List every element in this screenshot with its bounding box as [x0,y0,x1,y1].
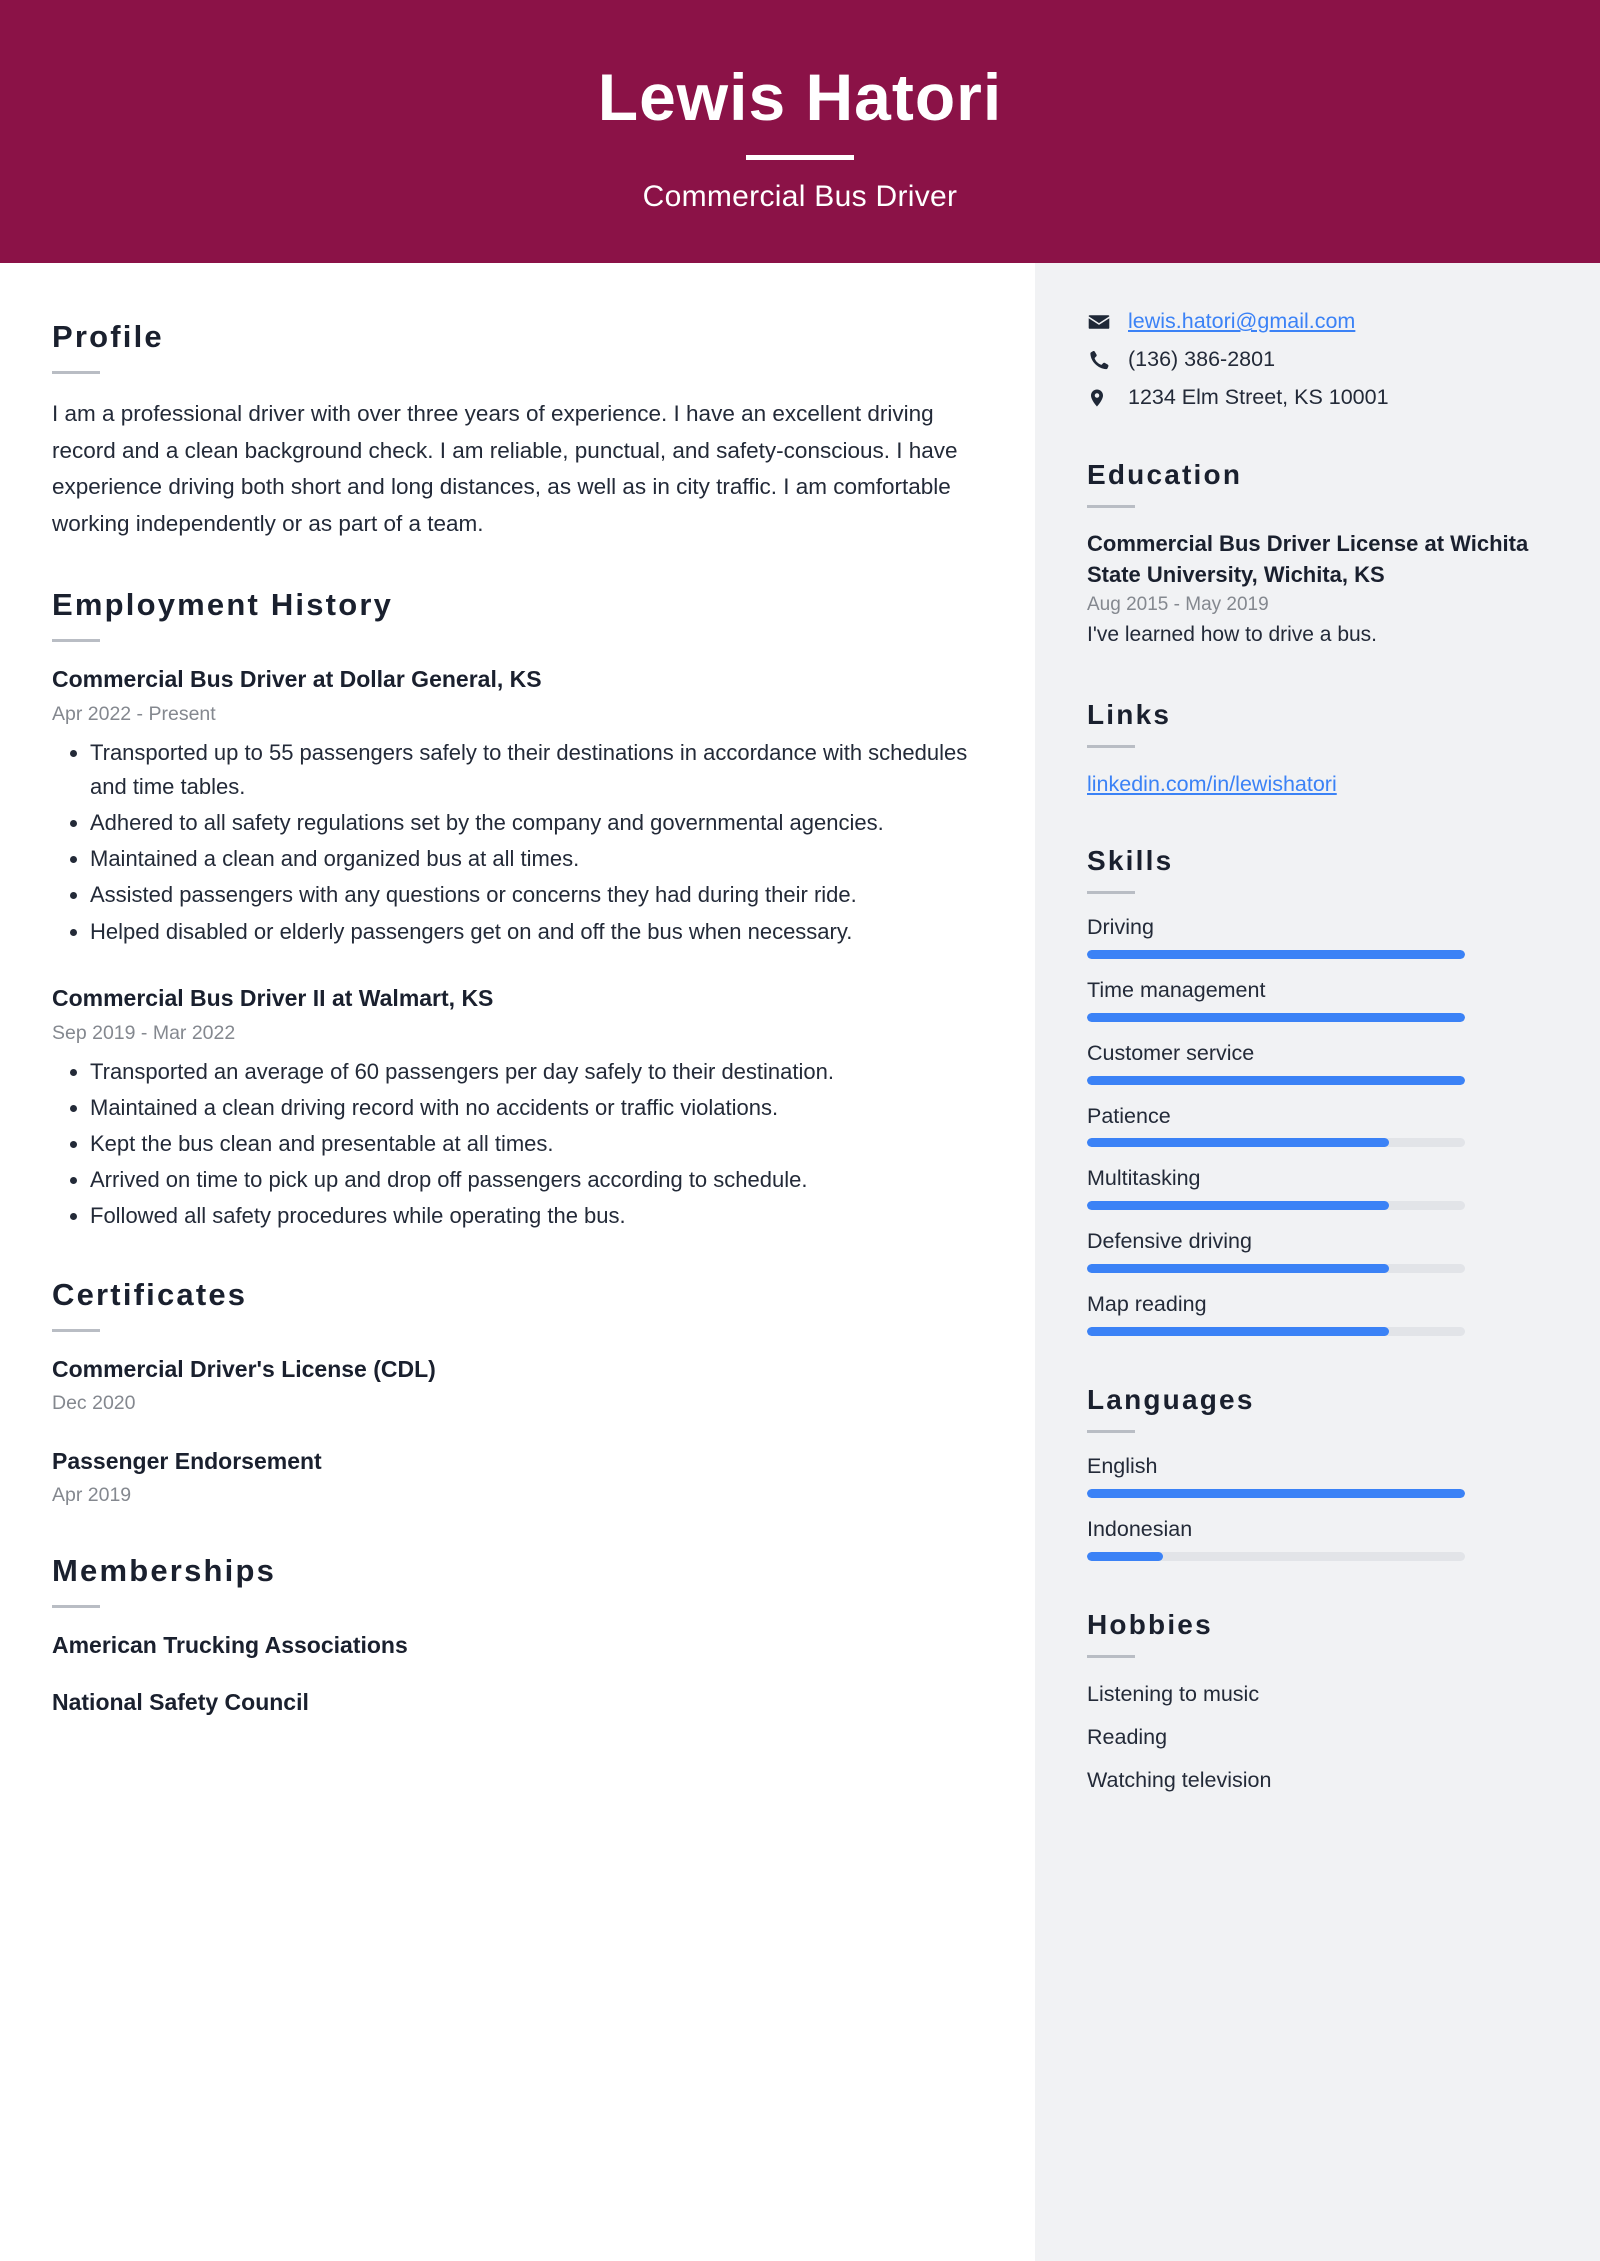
candidate-name: Lewis Hatori [597,60,1003,135]
education-entry [1087,528,1550,651]
language [1087,1453,1550,1498]
skill-level-fill [1087,1201,1389,1210]
education-entry-list [1087,528,1550,651]
employment-bullet-list [52,736,983,949]
section-rule [52,371,100,374]
section-languages [1087,1384,1550,1561]
section-title-languages: Languages [1087,1384,1255,1416]
section-rule [1087,891,1135,894]
section-title-skills: Skills [1087,844,1174,876]
language-level-fill [1087,1489,1465,1498]
employment-entry [52,983,983,1234]
skill [1087,1103,1550,1148]
contact-list [1087,307,1550,413]
section-certificates [52,1277,983,1509]
contact-email-link[interactable]: lewis.hatori@gmail.com [1128,309,1356,334]
language-label: English [1087,1454,1158,1479]
certificate-title: Commercial Driver's License (CDL) [52,1356,436,1383]
skill-level-fill [1087,1327,1389,1336]
section-title-employment: Employment History [52,586,394,622]
skill [1087,1228,1550,1273]
employment-bullet: • Assisted passengers with any questions or concerns they had during their ride. [90,878,983,912]
language-list [1087,1453,1550,1561]
employment-bullet: • Adhered to all safety regulations set by the company and governmental agencies. [90,806,983,840]
language-level-track [1087,1489,1465,1498]
skill-level-fill [1087,1013,1465,1022]
contact-value: (136) 386-2801 [1128,347,1276,372]
section-rule [52,1329,100,1332]
skill-label: Time management [1087,977,1266,1002]
language-level-fill [1087,1552,1163,1561]
employment-entry-date: Sep 2019 - Mar 2022 [52,1021,236,1044]
section-memberships [52,1553,983,1718]
employment-bullet: • Transported up to 55 passengers safely to their destinations in accordance with schedules and time tables. [90,736,983,804]
section-rule [52,639,100,642]
resume-header [0,0,1600,263]
section-rule [52,1605,100,1608]
employment-bullet: • Followed all safety procedures while operating the bus. [90,1199,983,1233]
section-title-links: Links [1087,698,1172,730]
education-title: Commercial Bus Driver License at Wichita State University, Wichita, KS [1087,531,1529,588]
phone-icon [1087,348,1117,372]
resume-body [0,263,1600,2261]
sidebar-column [1035,263,1600,2261]
skill [1087,1165,1550,1210]
certificate-date: Apr 2019 [52,1483,132,1506]
employment-bullet: • Kept the bus clean and presentable at all times. [90,1127,983,1161]
hobby-item: Watching television [1087,1768,1272,1793]
certificate-date: Dec 2020 [52,1392,136,1415]
employment-bullet: • Arrived on time to pick up and drop off passengers according to schedule. [90,1163,983,1197]
employment-bullet-list [52,1055,983,1233]
link-list [1087,768,1550,797]
skill [1087,1291,1550,1336]
skill-level-track [1087,1264,1465,1273]
certificate-title: Passenger Endorsement [52,1447,322,1474]
education-description: I've learned how to drive a bus. [1087,623,1378,647]
skill-label: Driving [1087,914,1154,939]
section-title-education: Education [1087,459,1243,490]
skill-label: Map reading [1087,1292,1207,1317]
employment-entry-title: Commercial Bus Driver II at Walmart, KS [52,984,494,1011]
skill-level-fill [1087,1138,1389,1147]
section-education [1087,459,1550,651]
header-divider [746,155,854,160]
contact-row [1087,307,1550,337]
education-date: Aug 2015 - May 2019 [1087,594,1269,616]
skill-level-fill [1087,1264,1389,1273]
contact-row [1087,383,1550,413]
skill [1087,977,1550,1022]
contact-value: 1234 Elm Street, KS 10001 [1128,385,1389,410]
language-level-track [1087,1552,1465,1561]
main-column [0,263,1035,2261]
membership-title: American Trucking Associations [52,1632,408,1659]
skill-level-track [1087,1327,1465,1336]
skill-level-track [1087,950,1465,959]
certificate-entry [52,1354,983,1417]
skill-level-fill [1087,950,1465,959]
section-title-memberships: Memberships [52,1553,277,1589]
section-title-profile: Profile [52,319,164,354]
employment-entry-date: Apr 2022 - Present [52,702,216,725]
section-employment-history [52,587,983,1234]
contact-row [1087,345,1550,375]
certificate-entry [52,1446,983,1509]
skill [1087,914,1550,959]
employment-bullet: • Helped disabled or elderly passengers get on and off the bus when necessary. [90,915,983,949]
section-rule [1087,745,1135,748]
skill-label: Patience [1087,1103,1171,1128]
employment-entry-list [52,664,983,1234]
employment-entry [52,664,983,949]
section-title-certificates: Certificates [52,1277,248,1313]
employment-bullet: • Maintained a clean and organized bus at all times. [90,842,983,876]
employment-entry-title: Commercial Bus Driver at Dollar General, KS [52,665,542,692]
candidate-role: Commercial Bus Driver [642,179,958,213]
section-skills [1087,845,1550,1336]
section-hobbies [1087,1609,1550,1798]
section-title-hobbies: Hobbies [1087,1608,1213,1640]
section-rule [1087,505,1135,508]
membership-title: National Safety Council [52,1689,309,1716]
membership-entry-list [52,1630,983,1718]
skill-list [1087,914,1550,1336]
section-links [1087,699,1550,797]
section-rule [1087,1655,1135,1658]
skill-level-track [1087,1138,1465,1147]
section-rule [1087,1430,1135,1433]
location-pin-icon [1087,386,1117,410]
profile-text: I am a professional driver with over three years of experience. I have an excellent driving record and a clean background check. I am reliable, punctual, and safety-conscious. I have experience driving both short and long distances, as well as in city traffic. I am comfortable working independently or as part of a team. [52,401,958,537]
hobby-list [1087,1678,1550,1798]
language [1087,1516,1550,1561]
section-profile [52,319,983,543]
employment-bullet: • Transported an average of 60 passengers per day safely to their destination. [90,1055,983,1089]
certificate-entry-list [52,1354,983,1509]
language-label: Indonesian [1087,1516,1193,1541]
skill-level-track [1087,1013,1465,1022]
hobby-item: Reading [1087,1725,1168,1750]
skill-level-track [1087,1076,1465,1085]
envelope-icon [1087,310,1117,334]
hobby-item: Listening to music [1087,1681,1260,1706]
profile-link[interactable]: linkedin.com/in/lewishatori [1087,771,1337,796]
skill-level-fill [1087,1076,1465,1085]
employment-bullet: • Maintained a clean driving record with no accidents or traffic violations. [90,1091,983,1125]
skill-label: Defensive driving [1087,1229,1252,1254]
skill [1087,1040,1550,1085]
skill-label: Multitasking [1087,1166,1201,1191]
membership-entry [52,1630,983,1661]
skill-label: Customer service [1087,1040,1255,1065]
membership-entry [52,1687,983,1718]
skill-level-track [1087,1201,1465,1210]
